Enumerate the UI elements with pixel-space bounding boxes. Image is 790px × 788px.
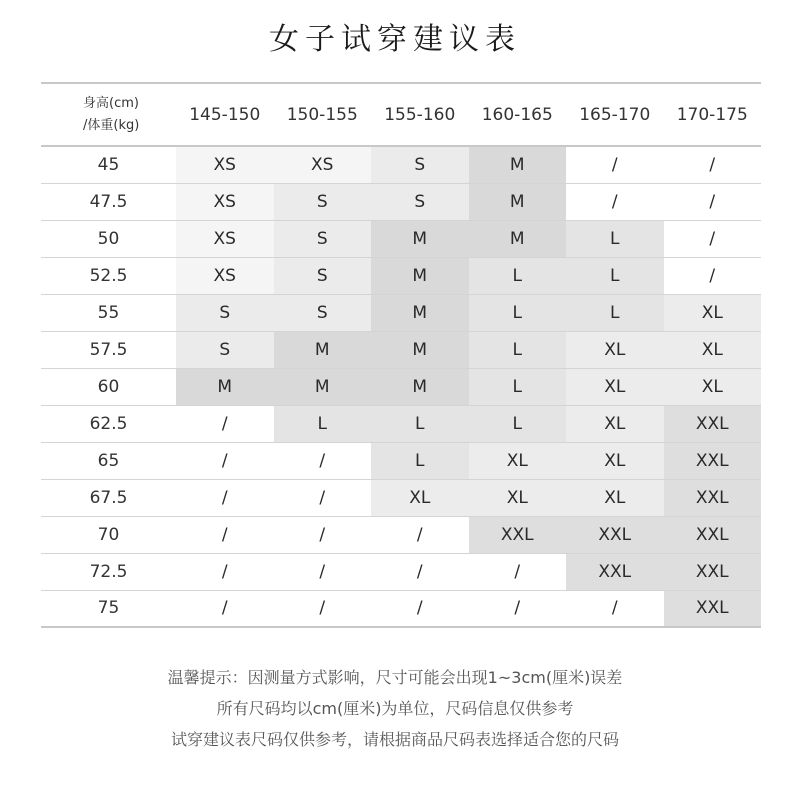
size-cell: XXL bbox=[566, 553, 664, 590]
size-cell: L bbox=[469, 405, 567, 442]
size-cell: / bbox=[176, 405, 274, 442]
corner-header bbox=[41, 83, 176, 146]
height-column-header: 155-160 bbox=[371, 83, 469, 146]
size-cell: / bbox=[176, 590, 274, 627]
size-cell: L bbox=[469, 331, 567, 368]
table-row bbox=[41, 220, 761, 257]
size-cell: L bbox=[274, 405, 372, 442]
size-cell: XL bbox=[664, 294, 762, 331]
weight-cell: 67.5 bbox=[41, 479, 176, 516]
size-cell: / bbox=[274, 516, 372, 553]
weight-cell: 57.5 bbox=[41, 331, 176, 368]
size-cell: / bbox=[371, 516, 469, 553]
size-cell: XXL bbox=[664, 516, 762, 553]
size-cell: / bbox=[176, 516, 274, 553]
weight-cell: 72.5 bbox=[41, 553, 176, 590]
size-cell: L bbox=[566, 294, 664, 331]
note-line: 温馨提示：因测量方式影响，尺寸可能会出现1~3cm(厘米)误差 bbox=[167, 668, 623, 687]
size-cell: / bbox=[469, 590, 567, 627]
size-cell: / bbox=[664, 257, 762, 294]
height-column-header: 160-165 bbox=[469, 83, 567, 146]
weight-cell: 50 bbox=[41, 220, 176, 257]
height-column-header: 150-155 bbox=[274, 83, 372, 146]
note-line: 试穿建议表尺码仅供参考，请根据商品尺码表选择适合您的尺码 bbox=[170, 730, 619, 749]
size-cell: S bbox=[176, 331, 274, 368]
size-cell: XXL bbox=[664, 553, 762, 590]
size-cell: M bbox=[469, 146, 567, 183]
size-cell: / bbox=[664, 146, 762, 183]
size-cell: XXL bbox=[664, 442, 762, 479]
size-cell: M bbox=[371, 257, 469, 294]
table-row bbox=[41, 146, 761, 183]
size-cell: XXL bbox=[664, 405, 762, 442]
size-cell: XXL bbox=[469, 516, 567, 553]
size-cell: / bbox=[566, 146, 664, 183]
size-cell: S bbox=[274, 220, 372, 257]
height-column-header: 165-170 bbox=[566, 83, 664, 146]
size-cell: / bbox=[371, 590, 469, 627]
table-row bbox=[41, 368, 761, 405]
table-row bbox=[41, 442, 761, 479]
size-cell: XL bbox=[469, 479, 567, 516]
weight-cell: 70 bbox=[41, 516, 176, 553]
size-cell: / bbox=[274, 590, 372, 627]
size-cell: / bbox=[274, 442, 372, 479]
table-row bbox=[41, 257, 761, 294]
table-row bbox=[41, 516, 761, 553]
note-line: 所有尺码均以cm(厘米)为单位，尺码信息仅供参考 bbox=[216, 699, 574, 718]
size-cell: S bbox=[274, 294, 372, 331]
weight-cell: 65 bbox=[41, 442, 176, 479]
size-cell: L bbox=[469, 257, 567, 294]
size-cell: / bbox=[176, 479, 274, 516]
size-cell: XXL bbox=[664, 590, 762, 627]
size-cell: L bbox=[371, 405, 469, 442]
size-cell: M bbox=[371, 331, 469, 368]
height-column-header: 170-175 bbox=[664, 83, 762, 146]
size-cell: XL bbox=[469, 442, 567, 479]
size-cell: S bbox=[176, 294, 274, 331]
size-cell: M bbox=[176, 368, 274, 405]
size-cell: S bbox=[274, 183, 372, 220]
size-cell: / bbox=[176, 553, 274, 590]
size-cell: XL bbox=[566, 479, 664, 516]
size-cell: XS bbox=[176, 183, 274, 220]
table-row bbox=[41, 331, 761, 368]
size-cell: M bbox=[469, 220, 567, 257]
size-cell: L bbox=[566, 220, 664, 257]
size-cell: M bbox=[469, 183, 567, 220]
size-cell: M bbox=[274, 368, 372, 405]
size-cell: M bbox=[371, 294, 469, 331]
size-cell: S bbox=[371, 183, 469, 220]
size-cell: / bbox=[469, 553, 567, 590]
notes bbox=[0, 662, 790, 755]
size-cell: / bbox=[566, 590, 664, 627]
table-body bbox=[41, 146, 761, 627]
size-cell: L bbox=[566, 257, 664, 294]
size-cell: XS bbox=[274, 146, 372, 183]
weight-cell: 47.5 bbox=[41, 183, 176, 220]
size-cell: XL bbox=[566, 405, 664, 442]
size-cell: / bbox=[664, 183, 762, 220]
height-column-header: 145-150 bbox=[176, 83, 274, 146]
size-cell: XS bbox=[176, 257, 274, 294]
table-row bbox=[41, 294, 761, 331]
weight-cell: 52.5 bbox=[41, 257, 176, 294]
size-cell: XS bbox=[176, 146, 274, 183]
size-cell: XL bbox=[664, 368, 762, 405]
table-row bbox=[41, 553, 761, 590]
size-cell: L bbox=[371, 442, 469, 479]
table-header-row bbox=[41, 83, 761, 146]
weight-cell: 45 bbox=[41, 146, 176, 183]
size-cell: M bbox=[371, 220, 469, 257]
size-cell: / bbox=[371, 553, 469, 590]
weight-unit-label: /体重(kg) bbox=[83, 117, 140, 133]
size-cell: S bbox=[371, 146, 469, 183]
size-cell: XL bbox=[566, 442, 664, 479]
size-cell: XL bbox=[664, 331, 762, 368]
size-cell: XL bbox=[566, 331, 664, 368]
size-cell: S bbox=[274, 257, 372, 294]
size-cell: M bbox=[371, 368, 469, 405]
table-row bbox=[41, 479, 761, 516]
weight-cell: 55 bbox=[41, 294, 176, 331]
size-cell: / bbox=[274, 479, 372, 516]
size-cell: XL bbox=[566, 368, 664, 405]
size-cell: XXL bbox=[566, 516, 664, 553]
weight-cell: 62.5 bbox=[41, 405, 176, 442]
weight-cell: 60 bbox=[41, 368, 176, 405]
weight-cell: 75 bbox=[41, 590, 176, 627]
page-title: 女子试穿建议表 bbox=[269, 22, 521, 57]
size-cell: L bbox=[469, 294, 567, 331]
size-cell: XXL bbox=[664, 479, 762, 516]
height-unit-label: 身高(cm) bbox=[83, 95, 139, 111]
size-cell: / bbox=[664, 220, 762, 257]
size-cell: / bbox=[176, 442, 274, 479]
table-row bbox=[41, 405, 761, 442]
size-cell: / bbox=[566, 183, 664, 220]
size-cell: M bbox=[274, 331, 372, 368]
size-cell: XS bbox=[176, 220, 274, 257]
size-cell: L bbox=[469, 368, 567, 405]
size-cell: / bbox=[274, 553, 372, 590]
table-row bbox=[41, 590, 761, 627]
size-cell: XL bbox=[371, 479, 469, 516]
size-recommendation-table bbox=[41, 82, 761, 628]
table-row bbox=[41, 183, 761, 220]
